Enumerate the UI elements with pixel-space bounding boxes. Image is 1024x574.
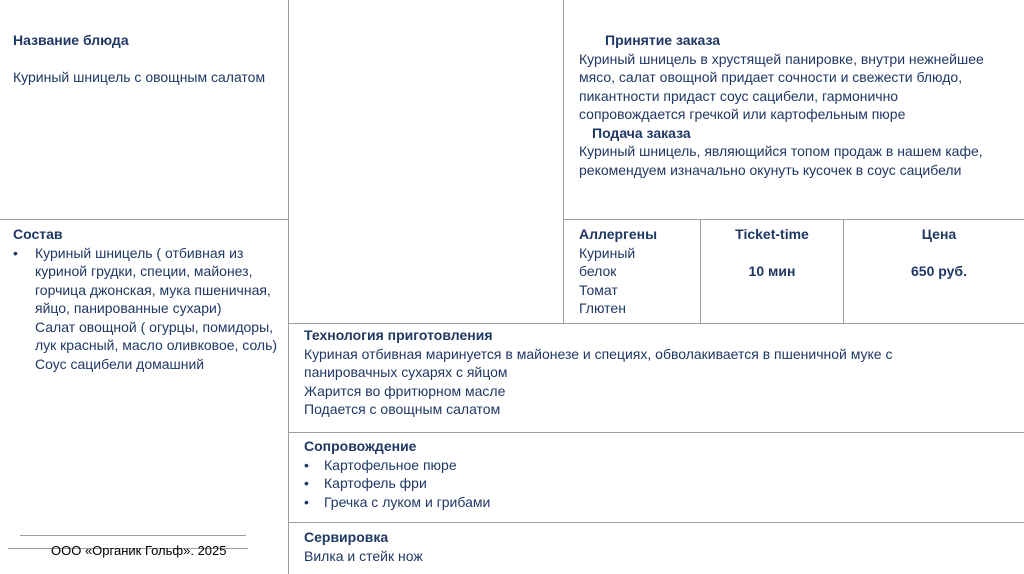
technology-line: Подается с овощным салатом [304,401,501,417]
ticket-value: 10 мин [748,263,796,279]
accompaniment-list [304,456,1004,512]
accompaniment-title: Сопровождение [304,438,417,454]
grid-line [288,0,289,574]
order-cell [579,31,1004,179]
serve-title: Подача заказа [592,124,691,141]
serving-cell [304,528,1004,565]
serving-title: Сервировка [304,529,389,545]
accompaniment-cell [304,437,1004,511]
grid-line [288,522,1024,523]
composition-title: Состав [13,226,63,242]
dish-name: Куриный шницель с овощным салатом [13,68,266,85]
serving-text: Вилка и стейк нож [304,547,423,564]
composition-item: Салат овощной ( огурцы, помидоры, лук красный, масло оливковое, соль) [35,318,278,353]
allergen-item: Томат [579,281,618,298]
accompaniment-item: • Гречка с луком и грибами [304,493,1004,512]
accompaniment-item: • Картофельное пюре [304,456,1004,475]
grid-line [288,432,1024,433]
dish-title: Название блюда [13,32,129,48]
price-title: Цена [921,226,957,242]
grid-line [563,219,1024,220]
grid-line [563,0,564,324]
technology-cell [304,326,1004,419]
allergen-item: Глютен [579,300,626,316]
grid-line [0,219,288,220]
accompaniment-item: • Картофель фри [304,474,1004,493]
bullet-icon: • [13,244,18,261]
serve-text: Куриный шницель, являющийся топом продаж в нашем кафе, рекомендуем изначально окунуть кусочек в соус сацибели [579,143,983,178]
allergen-item: Куриный [579,244,636,261]
composition-item: Соус сацибели домашний [35,355,205,372]
dish-cell [13,31,278,86]
allergens-cell [579,225,697,318]
ticket-cell [701,225,843,281]
technology-title: Технология приготовления [304,327,493,343]
technology-line: Куриная отбивная маринуется в майонезе и специях, обволакивается в пшеничной муке с панировачных сухарях с яйцом [304,345,893,380]
accept-title: Принятие заказа [605,32,721,48]
footer-company: ООО «Органик Гольф». 2025 [51,543,227,558]
composition-item: Куриный шницель ( отбивная из куриной грудки, специи, майонез, горчица джонская, мука пшеничная, яйцо, панированные сухари) [35,244,271,316]
composition-cell [13,225,283,373]
allergen-item: белок [579,263,617,279]
technology-line: Жарится во фритюрном масле [304,382,506,399]
ticket-title: Ticket-time [735,226,809,242]
grid-line [288,323,1024,324]
allergens-title: Аллергены [579,226,658,242]
accept-text: Куриный шницель в хрустящей панировке, внутри нежнейшее мясо, салат овощной придает сочности и свежести блюдо, пикантности придаст соус сацибели, гармонично сопровождается гречкой или картофельным пюре [579,50,984,122]
price-value: 650 руб. [911,263,967,279]
footer-divider [20,535,246,536]
price-cell [844,225,1024,281]
